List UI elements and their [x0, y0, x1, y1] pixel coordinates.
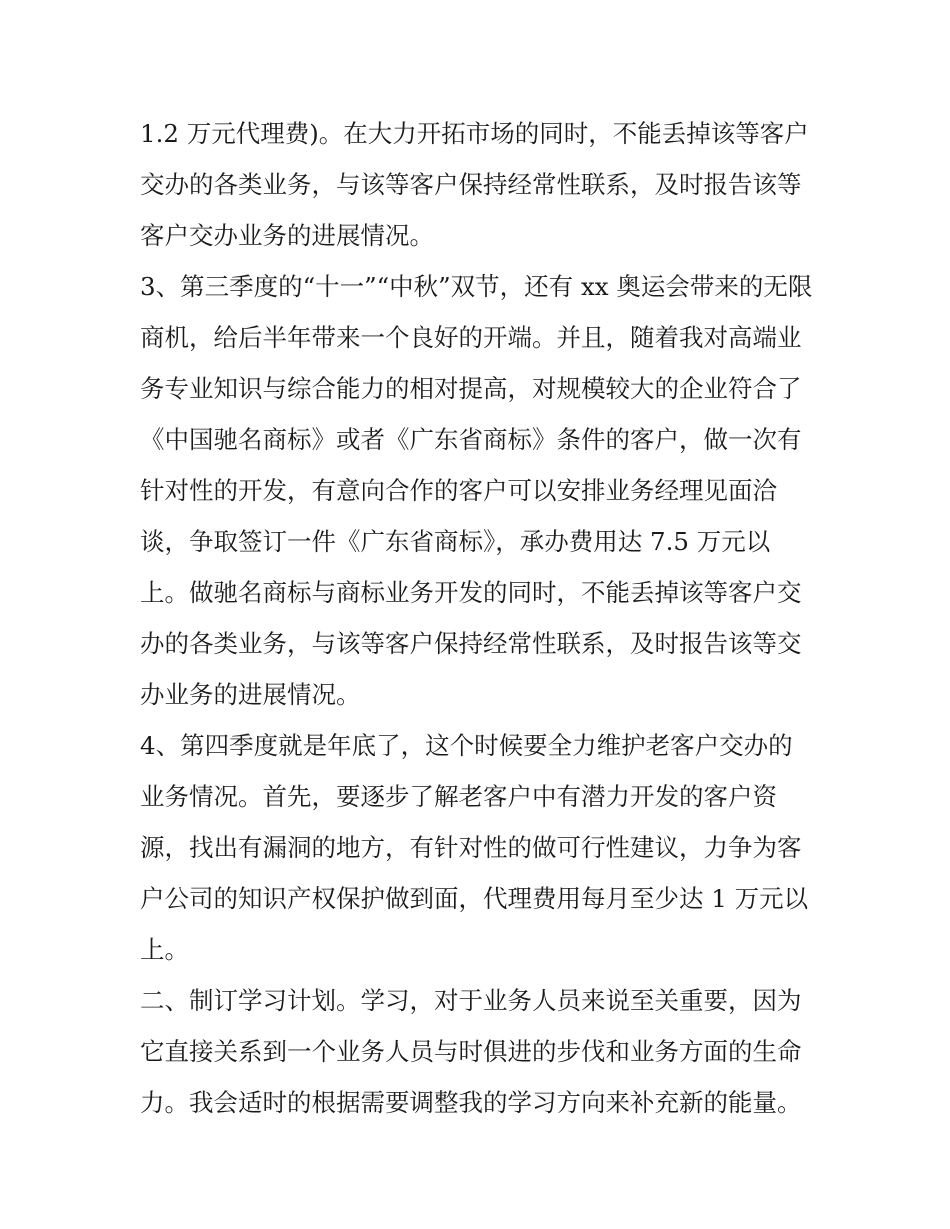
- text-line: 交办的各类业务，与该等客户保持经常性联系，及时报告该等: [140, 170, 802, 199]
- text-line: 户公司的知识产权保护做到面，代理费用每月至少达 1 万元以: [140, 884, 809, 913]
- text-line: 客户交办业务的进展情况。: [140, 221, 434, 250]
- text-line: 商机，给后半年带来一个良好的开端。并且，随着我对高端业: [140, 323, 802, 352]
- text-line: 二、制订学习计划。学习，对于业务人员来说至关重要，因为: [140, 986, 802, 1015]
- text-line: 上。做驰名商标与商标业务开发的同时，不能丢掉该等客户交: [140, 578, 802, 607]
- text-line: 力。我会适时的根据需要调整我的学习方向来补充新的能量。: [140, 1088, 802, 1117]
- text-line: 办的各类业务，与该等客户保持经常性联系，及时报告该等交: [140, 629, 802, 658]
- text-line: 它直接关系到一个业务人员与时俱进的步伐和业务方面的生命: [140, 1037, 802, 1066]
- text-line: 1.2 万元代理费)。在大力开拓市场的同时，不能丢掉该等客户: [140, 119, 809, 148]
- body-text: [140, 108, 820, 1128]
- text-line: 务专业知识与综合能力的相对提高，对规模较大的企业符合了: [140, 374, 802, 403]
- text-line: 上。: [140, 935, 189, 964]
- text-line: 3、第三季度的“十一”“中秋”双节，还有 xx 奥运会带来的无限: [140, 272, 813, 301]
- text-line: 办业务的进展情况。: [140, 680, 361, 709]
- text-line: 业务情况。首先，要逐步了解老客户中有潜力开发的客户资: [140, 782, 777, 811]
- text-line: 谈，争取签订一件《广东省商标》，承办费用达 7.5 万元以: [140, 527, 771, 556]
- text-line: 针对性的开发，有意向合作的客户可以安排业务经理见面洽: [140, 476, 777, 505]
- text-line: 源，找出有漏洞的地方，有针对性的做可行性建议，力争为客: [140, 833, 802, 862]
- text-line: 《中国驰名商标》或者《广东省商标》条件的客户，做一次有: [140, 425, 802, 454]
- text-line: 4、第四季度就是年底了，这个时候要全力维护老客户交办的: [140, 731, 793, 760]
